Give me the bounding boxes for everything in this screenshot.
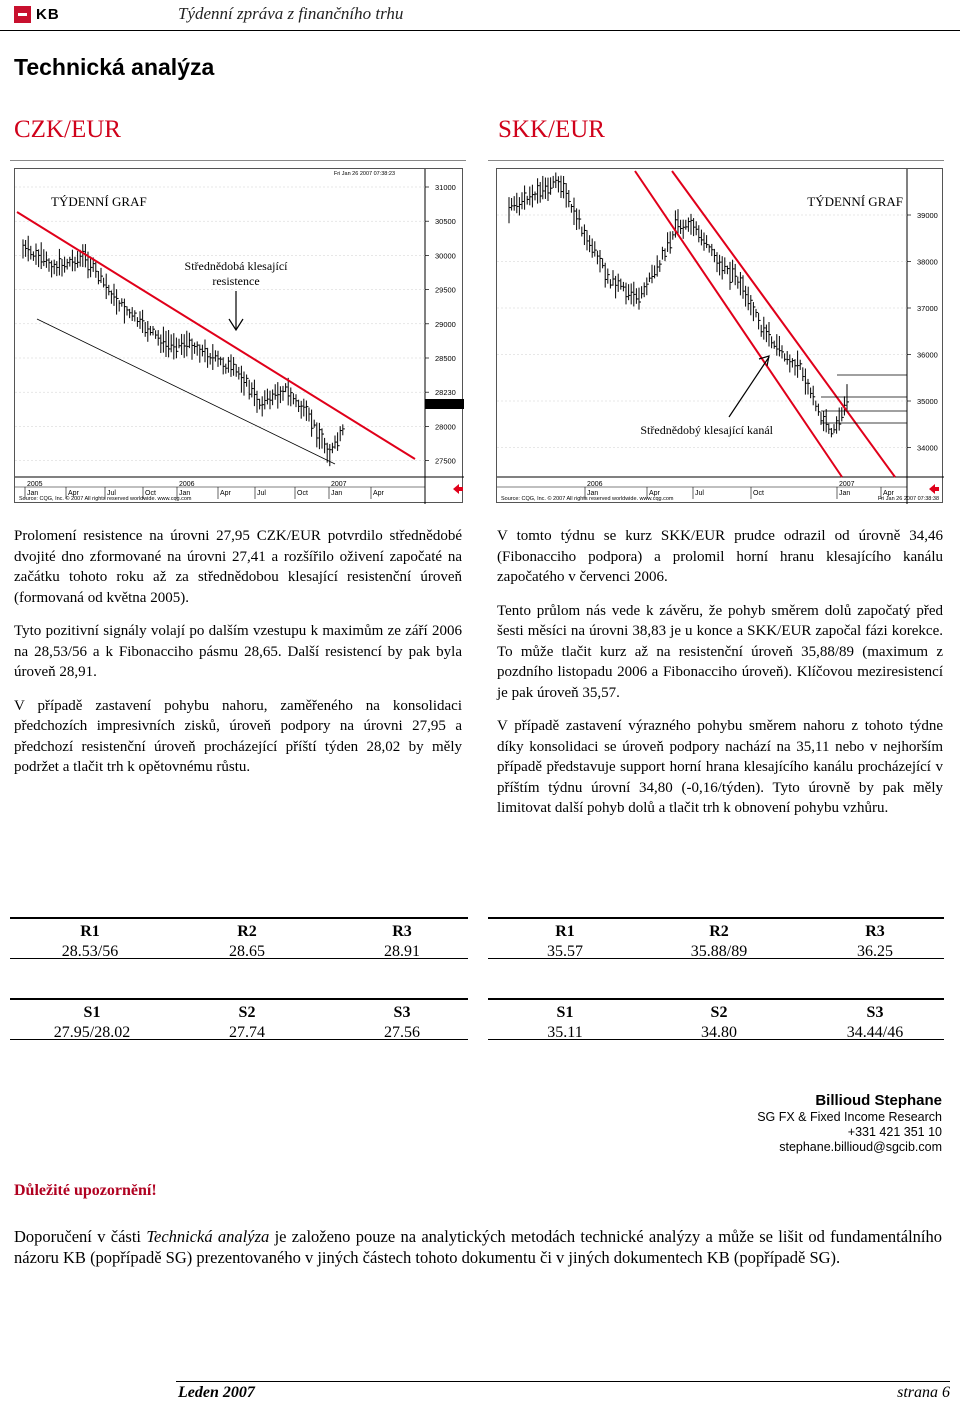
czk-eur-weekly-chart [14,168,463,503]
x-tick-label: Jul [695,490,704,497]
table-header: R2 [237,923,257,940]
table-value: 36.25 [857,943,893,960]
left-annotation-line1: Střednědobá klesající [184,259,288,273]
y-tick-label: 34000 [917,443,938,453]
skk-eur-chart-svg [497,169,944,504]
y-tick-label: 28500 [435,354,456,363]
left-paragraph: V případě zastavení pohybu nahoru, zaměřeného na konsolidaci předchozích impresivních zisků, úroveň podpory na úrovni 27,95 a předchozí resistenční úroveň procházející příští týden 28,02 by měly podržet a tlačit trh k opětovnému růstu. [14,697,462,775]
table-value: 28.53/56 [61,943,119,960]
table-header: R1 [555,923,575,940]
disclaimer-part: je založeno pouze na analytických metodách technické analýzy a může se lišit od fundamentálního názoru KB (popřípadě SG) prezentovaného v jiných částech tohoto dokumentu či v jiných dokumentech KB (popřípadě SG). [14,1227,942,1267]
x-tick-label: Oct [753,490,764,497]
table-header: R2 [709,923,729,940]
x-tick-label: Jan [179,490,191,497]
table-header: S2 [710,1004,728,1021]
table-header: S3 [393,1004,411,1021]
table-header: S3 [866,1004,884,1021]
section-title: Technická analýza [14,54,215,80]
table-value: 34.80 [701,1024,737,1041]
year-label: 2007 [331,481,347,488]
x-tick-label: Jan [587,490,599,497]
table-value: 27.95/28.02 [53,1024,131,1041]
table-value: 34.44/46 [846,1024,904,1041]
y-tick-label: 28000 [435,422,456,432]
x-tick-label: Apr [649,490,660,497]
notice-title: Důležité upozornění! [14,1182,157,1199]
table-header: S1 [83,1004,101,1021]
x-tick-label: Jan [839,490,851,497]
left-commentary [14,526,462,791]
right-paragraph: V tomto týdnu se kurz SKK/EUR prudce odrazil od úrovně 34,46 (Fibonacciho podpora) a prolomil horní hranu klesajícího kanálu započatého v červenci 2006. [497,528,943,585]
y-tick-label: 29500 [435,285,456,295]
kb-logo-text: KB [36,6,60,23]
author-name: Billioud Stephane [815,1092,942,1109]
right-resistance-table [488,917,944,959]
x-tick-label: Apr [220,490,231,497]
y-tick-label: 38000 [917,257,938,267]
x-tick-label: Apr [68,490,79,497]
table-header: R3 [865,923,885,940]
x-tick-label: Jan [27,490,39,497]
left-paragraph: Prolomení resistence na úrovni 27,95 CZK/EUR potvrdilo střednědobé dvojité dno zformované na úrovni 27,41 a rozšířilo oživení započaté na začátku tohoto roku až za střednědobou klesající resistenční úroveň (formovaná od května 2005). [14,528,462,606]
table-value: 35.88/89 [690,943,748,960]
y-tick-label: 39000 [917,211,938,220]
left-support-table [10,998,468,1040]
author-department: SG FX & Fixed Income Research [757,1110,942,1124]
kb-logo-icon [14,6,31,23]
disclaimer-italic: Technická analýza [146,1227,270,1246]
year-label: 2006 [587,481,603,488]
left-chart-source: Source: CQG, Inc. © 2007 All rights reserved worldwide. www.cqg.com [19,496,192,502]
left-weekly-label: TÝDENNÍ GRAF [51,194,147,209]
disclaimer-part: Doporučení v části [14,1227,147,1246]
table-header: S2 [238,1004,256,1021]
right-paragraph: Tento průlom nás vede k závěru, že pohyb směrem dolů započatý před šesti měsíci na úrovni 38,83 je u konce a SKK/EUR započal fázi korekce. To může tlačit kurz až na resistenční úroveň 35,88/89 (maximum z pozdního listopadu 2006 a Fibonacciho úroveň). Klíčovou meziresistencí je pak úroveň 35,57. [497,602,943,701]
year-label: 2007 [839,481,855,488]
y-tick-label: 35000 [917,397,938,406]
right-pair-title: SKK/EUR [498,116,605,143]
x-tick-label: Jan [331,490,343,497]
y-tick-label: 30500 [435,217,456,227]
table-value: 27.56 [384,1024,420,1041]
x-tick-label: Jul [257,490,266,497]
footer-divider [176,1381,950,1382]
y-tick-label: 27500 [435,456,456,466]
author-block [757,1092,942,1155]
right-weekly-label: TÝDENNÍ GRAF [807,194,903,209]
left-pair-title: CZK/EUR [14,116,121,143]
scroll-arrow-icon [453,484,463,494]
table-value: 27.74 [229,1024,265,1041]
scroll-arrow-icon [929,484,939,494]
table-value: 28.91 [384,943,420,960]
x-tick-label: Oct [297,490,308,497]
table-header: S1 [556,1004,574,1021]
right-pair-divider [488,160,944,161]
document-title: Týdenní zpráva z finančního trhu [178,4,404,23]
page-number: strana 6 [897,1384,950,1401]
right-chart-source: Source: CQG, Inc. © 2007 All rights reserved worldwide. www.cqg.com [501,496,674,502]
x-tick-label: Jul [107,490,116,497]
table-value: 35.11 [547,1024,583,1041]
y-tick-label: 31000 [435,183,456,192]
right-commentary [497,526,943,832]
x-tick-label: Oct [145,490,156,497]
table-header: R3 [392,923,412,940]
skk-eur-weekly-chart [496,168,943,503]
right-chart-timestamp: Fri Jan 26 2007 07:38:38 [877,496,939,502]
y-tick-label: 30000 [435,251,456,261]
table-value: 35.57 [547,943,583,960]
y-tick-label: 28230 [435,388,456,398]
right-support-table [488,998,944,1040]
y-tick-label: 29000 [435,319,456,329]
year-label: 2005 [27,481,43,488]
x-tick-label: Apr [883,490,894,497]
footer-month: Leden 2007 [178,1384,255,1401]
left-resistance-table [10,917,468,959]
right-paragraph: V případě zastavení výrazného pohybu směrem nahoru z tohoto týdne díky konsolidaci se úroveň podpory nachází na 35,11 nebo v nejhorším případě představuje support horní hrana klesajícího kanálu procházející v příštím týdnu úrovní 34,80 (-0,16/týden). Tyto úrovně by pak měly limitovat další pohyb dolů a tlačit trh k obnovení pohybu vzhůru. [497,718,943,816]
disclaimer-text [14,1226,942,1268]
right-annotation: Střednědobý klesající kanál [640,423,773,437]
author-email[interactable]: stephane.billioud@sgcib.com [779,1140,942,1154]
year-label: 2006 [179,481,195,488]
czk-eur-chart-svg [15,169,464,504]
y-tick-label: 36000 [917,350,938,360]
author-phone: +331 421 351 10 [847,1125,942,1139]
left-annotation-line2: resistence [212,274,260,288]
table-header: R1 [80,923,100,940]
x-tick-label: Apr [373,490,384,497]
left-pair-divider [10,160,466,161]
kb-logo [14,6,74,24]
left-paragraph: Tyto pozitivní signály volají po dalším vzestupu k maximům ze září 2006 na 28,53/56 a k Fibonacciho pásmu 28,65. Další resistencí by pak byla úroveň 28,91. [14,623,462,680]
header-divider [0,30,960,31]
y-tick-label: 37000 [917,304,938,313]
table-value: 28.65 [229,943,265,960]
left-chart-timestamp: Fri Jan 26 2007 07:38:23 [333,171,395,177]
